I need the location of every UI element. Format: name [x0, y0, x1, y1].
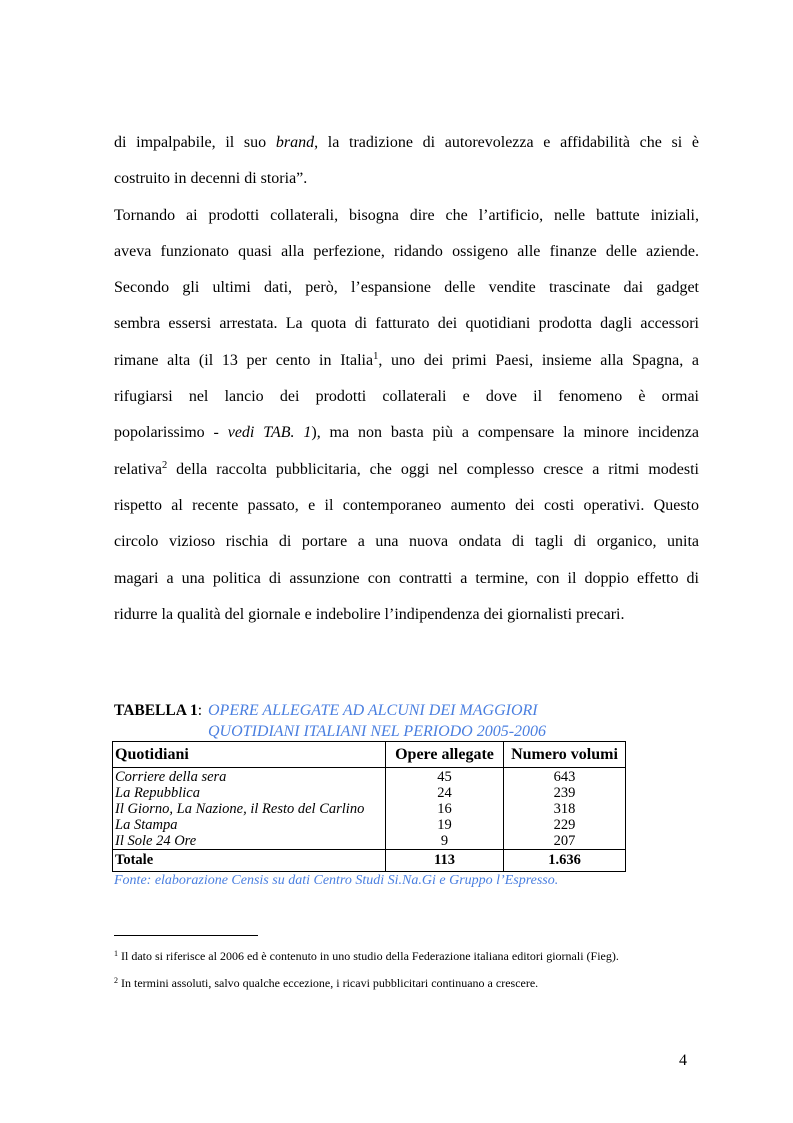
column-header: Numero volumi	[504, 742, 626, 768]
body-text: rispetto al recente passato, e il contemporaneo aumento dei costi operativi. Questo	[114, 496, 699, 514]
body-line	[114, 125, 699, 161]
body-text: , la tradizione di autorevolezza e affidabilità che si è	[314, 134, 700, 151]
body-text: popolarissimo -	[114, 424, 228, 442]
table-header-row	[113, 742, 626, 768]
table-cell: 643	[504, 768, 626, 786]
body-text-block	[114, 125, 699, 633]
table-body	[113, 768, 626, 850]
body-text: rifugiarsi nel lancio dei prodotti collaterali e dove il fenomeno è ormai	[114, 388, 699, 406]
body-line	[114, 161, 699, 197]
table-cell: 207	[504, 833, 626, 850]
body-text: magari a una politica di assunzione con contratti a termine, con il doppio effetto di	[114, 569, 699, 587]
table-cell: La Repubblica	[113, 785, 386, 801]
table-cell: 9	[386, 833, 504, 850]
body-text: costruito in decenni di storia”.	[114, 170, 308, 188]
footnote	[114, 975, 538, 991]
table-label-separator: :	[197, 702, 203, 719]
footnote-text: Il dato si riferisce al 2006 ed è contenuto in uno studio della Federazione italiana editori giornali (Fieg).	[121, 949, 619, 963]
body-line	[114, 597, 699, 633]
column-header: Quotidiani	[113, 742, 386, 768]
table-caption	[114, 700, 546, 742]
body-line	[114, 524, 699, 560]
table-total-row	[113, 850, 626, 872]
table-cell: 19	[386, 817, 504, 833]
table-source-note: Fonte: elaborazione Censis su dati Centro Studi Si.Na.Gi e Gruppo l’Espresso.	[114, 873, 559, 888]
table-cell: 239	[504, 785, 626, 801]
table-caption-label	[114, 700, 208, 721]
body-text: ridurre la qualità del giornale e indebolire l’indipendenza dei giornalisti precari.	[114, 605, 625, 623]
body-text: di impalpabile, il suo	[114, 134, 276, 151]
body-text: sembra essersi arrestata. La quota di fatturato dei quotidiani prodotta dagli accessori	[114, 315, 699, 333]
body-line	[114, 343, 699, 379]
body-text: relativa	[114, 460, 162, 478]
table-row	[113, 785, 626, 801]
total-cell: 1.636	[504, 850, 626, 872]
table-row	[113, 801, 626, 817]
footnote-reference: 1	[373, 350, 379, 362]
body-line	[114, 270, 699, 306]
footnote-reference: 2	[161, 459, 168, 471]
table-caption-spacer	[114, 721, 208, 742]
table-title-line: QUOTIDIANI ITALIANI NEL PERIODO 2005-2006	[208, 723, 547, 740]
body-text: Secondo gli ultimi dati, però, l’espansione delle vendite trascinate dai gadget	[114, 279, 699, 297]
table-row	[113, 817, 626, 833]
table-cell: 318	[504, 801, 626, 817]
table-label: TABELLA 1	[114, 702, 198, 719]
footnote-mark: 1	[114, 949, 118, 958]
body-line	[114, 415, 699, 451]
body-line	[114, 561, 699, 597]
body-text: , uno dei primi Paesi, insieme alla Spagna, a	[378, 351, 700, 369]
body-text: rimane alta (il 13 per cento in Italia	[114, 351, 374, 369]
footnote-text: In termini assoluti, salvo qualche eccezione, i ricavi pubblicitari continuano a crescere.	[121, 976, 539, 990]
table-header	[113, 742, 626, 768]
table-footer	[113, 850, 626, 872]
body-text: della raccolta pubblicitaria, che oggi nel complesso cresce a ritmi modesti	[167, 460, 699, 478]
table-row	[113, 768, 626, 786]
body-text: circolo vizioso rischia di portare a una nuova ondata di tagli di organico, unita	[114, 533, 699, 551]
total-cell: 113	[386, 850, 504, 872]
column-header: Opere allegate	[386, 742, 504, 768]
table-cell: Il Sole 24 Ore	[113, 833, 386, 850]
body-text: ), ma non basta più a compensare la minore incidenza	[311, 424, 699, 442]
table-cell: Il Giorno, La Nazione, il Resto del Carlino	[113, 801, 386, 817]
footnote-mark: 2	[114, 976, 118, 985]
table-cell: 45	[386, 768, 504, 786]
body-line	[114, 198, 699, 234]
table-row	[113, 833, 626, 850]
total-label-cell: Totale	[113, 850, 386, 872]
table-cell: 229	[504, 817, 626, 833]
page-number: 4	[679, 1052, 687, 1069]
table-title-line: OPERE ALLEGATE AD ALCUNI DEI MAGGIORI	[208, 702, 538, 719]
emphasis-text: vedi TAB. 1	[227, 424, 312, 442]
body-line	[114, 452, 699, 488]
body-line	[114, 488, 699, 524]
body-line	[114, 306, 699, 342]
footnote	[114, 948, 619, 964]
footnote-separator	[114, 935, 258, 936]
table-cell: 16	[386, 801, 504, 817]
table-cell: La Stampa	[113, 817, 386, 833]
body-line	[114, 379, 699, 415]
table-cell: Corriere della sera	[113, 768, 386, 786]
table-cell: 24	[386, 785, 504, 801]
body-text: aveva funzionato quasi alla perfezione, ridando ossigeno alle finanze delle aziende.	[114, 242, 699, 260]
data-table	[112, 741, 626, 872]
emphasis-text: brand	[275, 134, 315, 151]
body-line	[114, 234, 699, 270]
body-text: Tornando ai prodotti collaterali, bisogna dire che l’artificio, nelle battute iniziali,	[114, 206, 699, 224]
